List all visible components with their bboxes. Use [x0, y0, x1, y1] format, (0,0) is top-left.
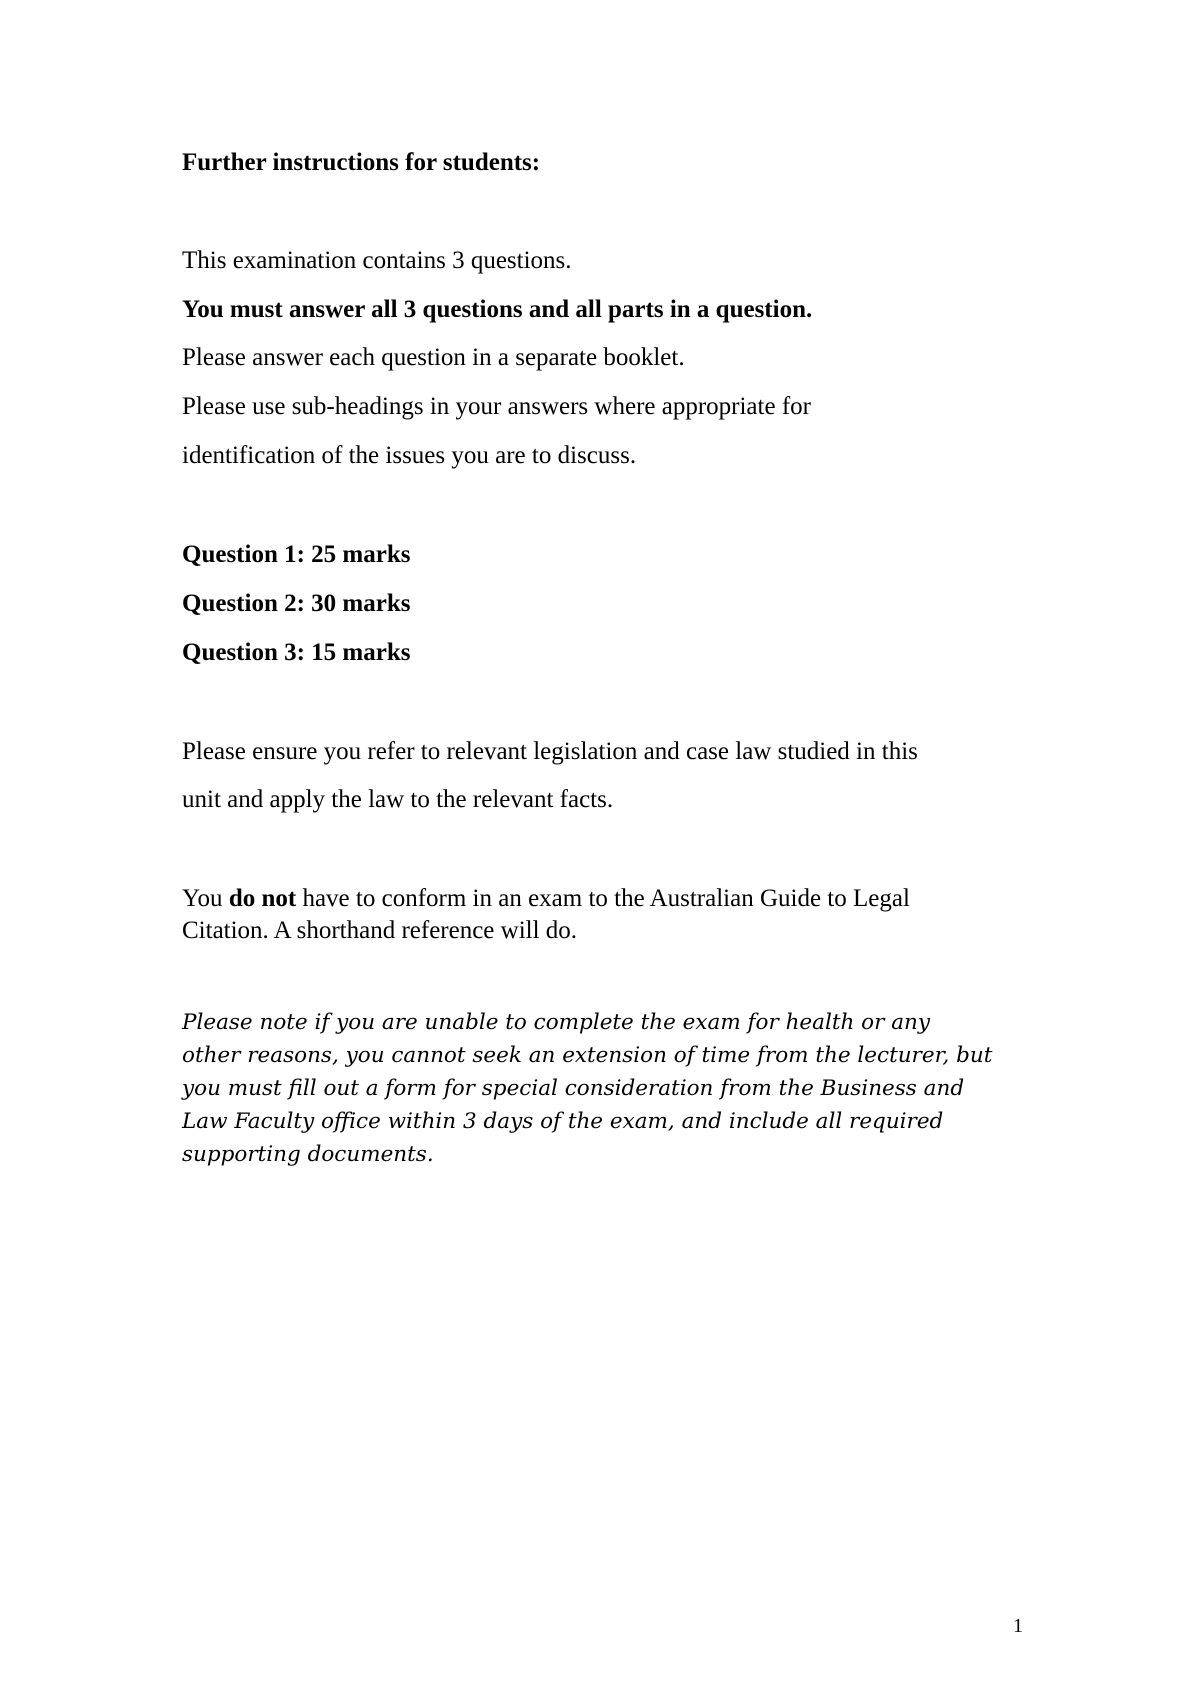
separate-booklet-instruction: Please answer each question in a separate booklet.	[182, 344, 685, 371]
citation-suffix: have to conform in an exam to the Australian Guide to Legal	[296, 885, 910, 912]
note-line: Law Faculty office within 3 days of the exam, and include all required	[182, 1109, 944, 1134]
citation-prefix: You	[182, 885, 229, 912]
note-line: you must fill out a form for special consideration from the Business and	[182, 1076, 965, 1101]
legislation-instruction: Please ensure you refer to relevant legislation and case law studied in this	[182, 738, 918, 765]
subheadings-instruction: Please use sub-headings in your answers where appropriate for	[182, 393, 811, 420]
note-line: Please note if you are unable to complete the exam for health or any	[182, 1010, 931, 1035]
answer-all-instruction: You must answer all 3 questions and all parts in a question.	[182, 296, 813, 323]
special-consideration-note	[182, 1006, 1042, 1171]
subheadings-instruction-continued: identification of the issues you are to discuss.	[182, 442, 637, 469]
question-3-marks: Question 3: 15 marks	[182, 639, 411, 666]
question-1-marks: Question 1: 25 marks	[182, 541, 411, 568]
page-number: 1	[1013, 1615, 1023, 1637]
instructions-heading: Further instructions for students:	[182, 149, 541, 176]
legislation-instruction-continued: unit and apply the law to the relevant facts.	[182, 786, 614, 813]
citation-instruction	[182, 884, 910, 914]
citation-instruction-continued: Citation. A shorthand reference will do.	[182, 917, 578, 944]
note-line: other reasons, you cannot seek an extension of time from the lecturer, but	[182, 1043, 993, 1068]
note-line: supporting documents.	[182, 1142, 434, 1167]
question-2-marks: Question 2: 30 marks	[182, 590, 411, 617]
citation-emphasis: do not	[228, 885, 297, 912]
question-count-text: This examination contains 3 questions.	[182, 247, 572, 274]
